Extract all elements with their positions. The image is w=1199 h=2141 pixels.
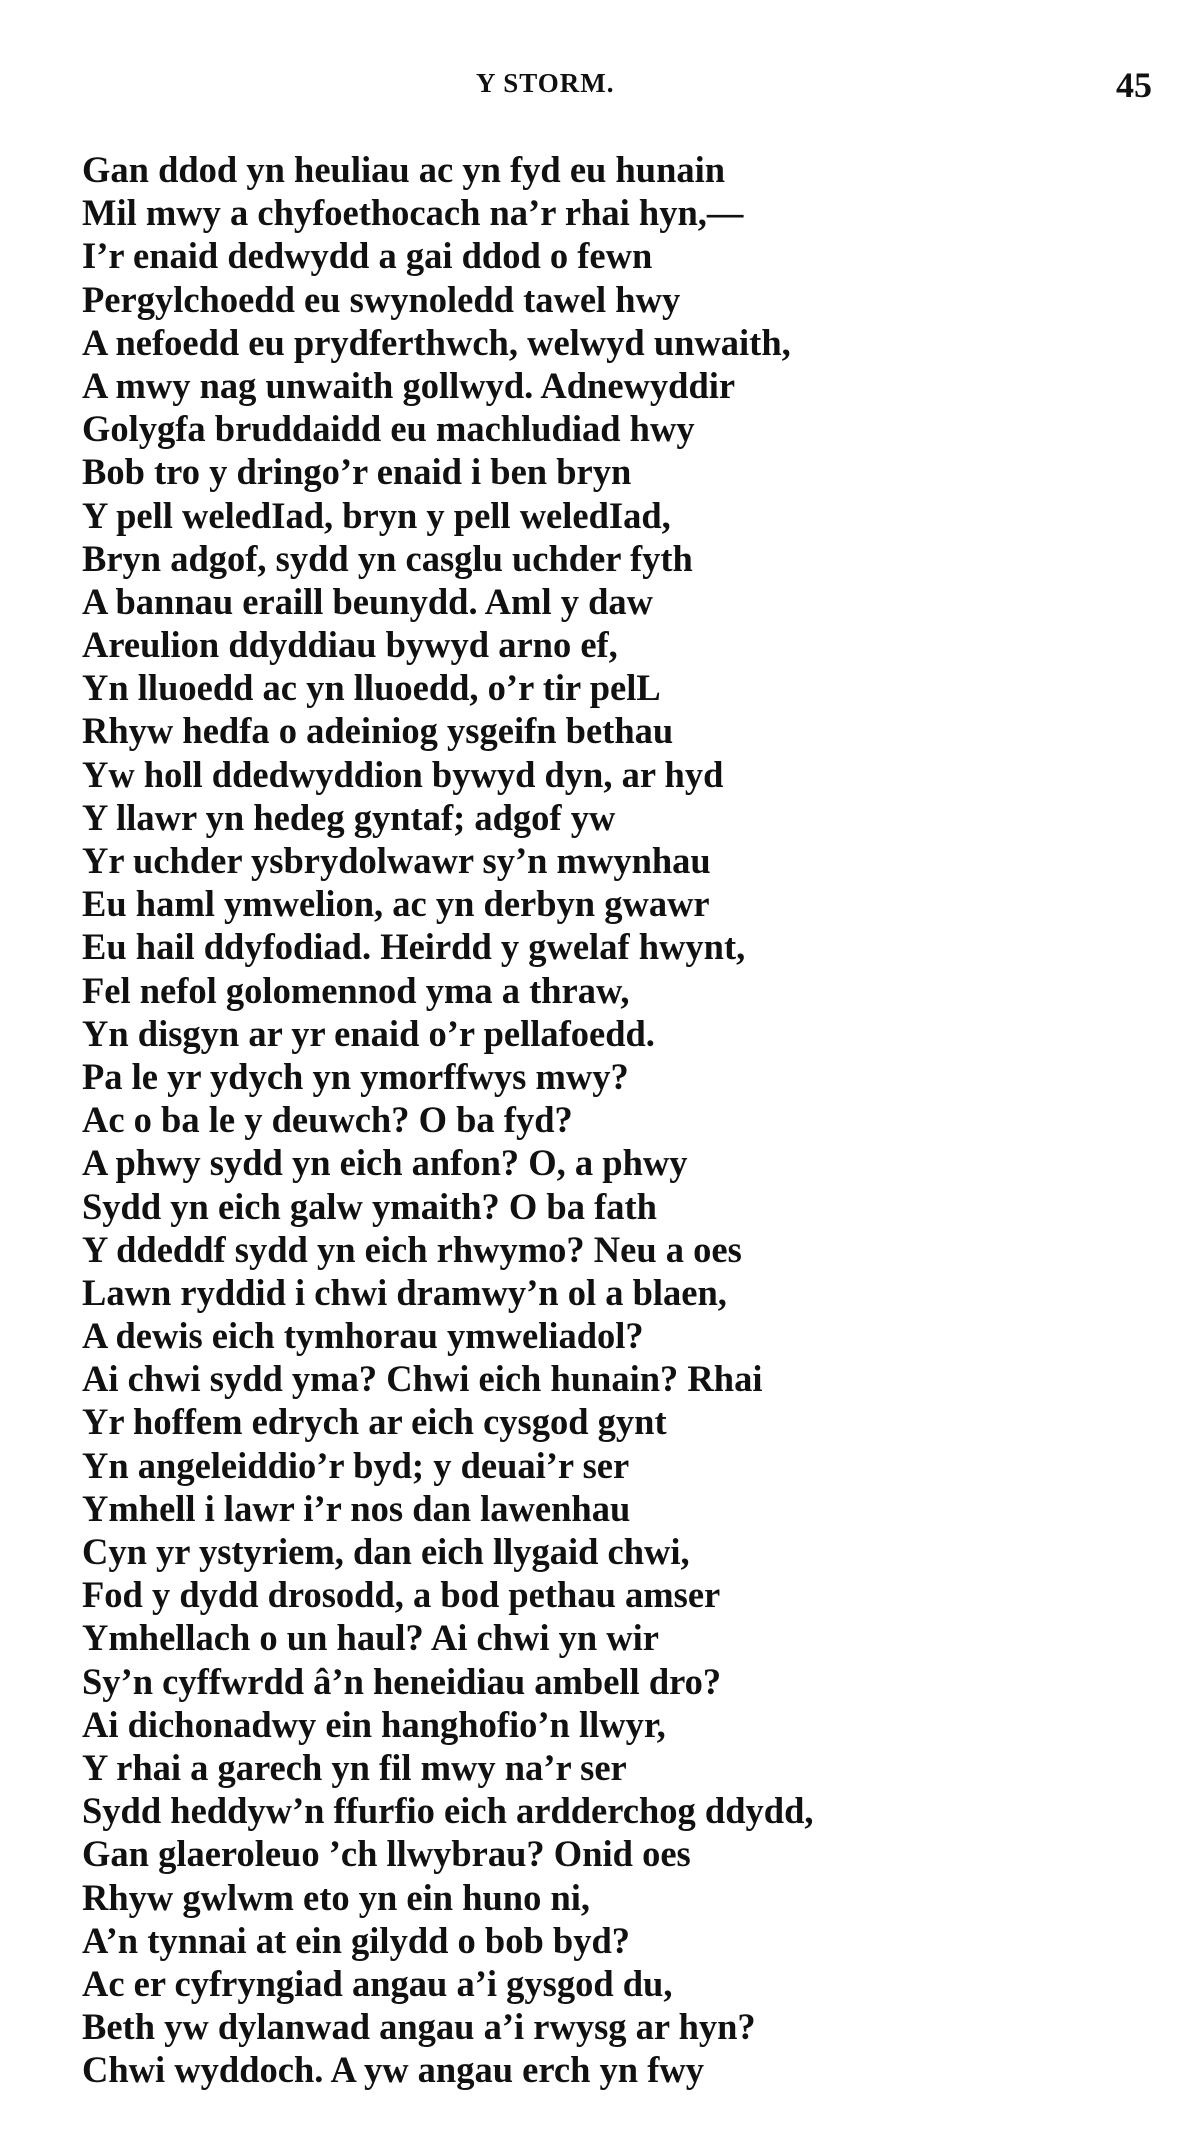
poem-line: Ymhell i lawr i’r nos dan lawenhau: [82, 1487, 631, 1529]
poem-line: Areulion ddyddiau bywyd arno ef,: [82, 624, 618, 666]
poem-line: Eu haml ymwelion, ac yn derbyn gwawr: [82, 883, 710, 925]
poem-line: Y rhai a garech yn fil mwy na’r ser: [82, 1746, 627, 1788]
poem-line: Bryn adgof, sydd yn casglu uchder fyth: [82, 537, 693, 579]
running-head: [0, 65, 1199, 108]
poem-line: Bob tro y dringo’r enaid i ben bryn: [82, 451, 632, 493]
poem-line: Gan ddod yn heuliau ac yn fyd eu hunain: [82, 149, 726, 190]
poem-line: Y llawr yn hedeg gyntaf; adgof yw: [82, 796, 616, 838]
poem-line: Pergylchoedd eu swynoledd tawel hwy: [82, 278, 681, 320]
poem-line: A mwy nag unwaith gollwyd. Adnewyddir: [82, 364, 736, 406]
poem-line: Sydd heddyw’n ffurfio eich ardderchog ddydd,: [82, 1790, 814, 1832]
poem-line: Yw holl ddedwyddion bywyd dyn, ar hyd: [82, 753, 724, 795]
poem-line: Yn lluoedd ac yn lluoedd, o’r tir pelL: [82, 667, 661, 709]
poem-line: Ai dichonadwy ein hanghofio’n llwyr,: [82, 1703, 666, 1745]
poem-line: Yr uchder ysbrydolwawr sy’n mwynhau: [82, 840, 711, 881]
poem-line: Yr hoffem edrych ar eich cysgod gynt: [82, 1401, 667, 1443]
poem-line: A nefoedd eu prydferthwch, welwyd unwaith,: [82, 321, 791, 363]
poem-line: Cyn yr ystyriem, dan eich llygaid chwi,: [82, 1531, 690, 1572]
poem-line: Chwi wyddoch. A yw angau erch yn fwy: [82, 2049, 704, 2091]
poem-line: Fel nefol golomennod yma a thraw,: [82, 969, 630, 1011]
poem-line: Lawn ryddid i chwi dramwy’n ol a blaen,: [82, 1271, 727, 1313]
poem-line: Ymhellach o un haul? Ai chwi yn wir: [82, 1617, 659, 1659]
poem-line: Ac o ba le y deuwch? O ba fyd?: [82, 1099, 573, 1141]
poem-line: A’n tynnai at ein gilydd o bob byd?: [82, 1919, 630, 1961]
poem-line: Pa le yr ydych yn ymorffwys mwy?: [82, 1055, 629, 1097]
poem-line: Sydd yn eich galw ymaith? O ba fath: [82, 1185, 657, 1227]
poem-line: Beth yw dylanwad angau a’i rwysg ar hyn?: [82, 2006, 756, 2048]
poem-line: Golygfa bruddaidd eu machludiad hwy: [82, 408, 695, 450]
page-number: 45: [1116, 65, 1152, 105]
poem-line: Rhyw gwlwm eto yn ein huno ni,: [82, 1876, 591, 1918]
poem-line: A bannau eraill beunydd. Aml y daw: [82, 580, 653, 622]
poem-line: Ai chwi sydd yma? Chwi eich hunain? Rhai: [82, 1358, 763, 1400]
poem-body: [82, 148, 1122, 2091]
poem-line: Y ddeddf sydd yn eich rhwymo? Neu a oes: [82, 1228, 742, 1270]
poem-line: Ac er cyfryngiad angau a’i gysgod du,: [82, 1962, 673, 2004]
poem-line: A phwy sydd yn eich anfon? O, a phwy: [82, 1142, 688, 1184]
poem-line: Yn angeleiddio’r byd; y deuai’r ser: [82, 1444, 630, 1486]
poem-line: Mil mwy a chyfoethocach na’r rhai hyn,—: [82, 192, 744, 234]
poem-line: Rhyw hedfa o adeiniog ysgeifn bethau: [82, 710, 674, 752]
poem-line: Y pell weledIad, bryn y pell weledIad,: [82, 494, 671, 536]
poem-line: A dewis eich tymhorau ymweliadol?: [82, 1315, 644, 1357]
running-title: Y STORM.: [476, 68, 615, 98]
poem-line: Yn disgyn ar yr enaid o’r pellafoedd.: [82, 1012, 655, 1054]
poem-line: Sy’n cyffwrdd â’n heneidiau ambell dro?: [82, 1660, 722, 1702]
poem-line: I’r enaid dedwydd a gai ddod o fewn: [82, 235, 653, 277]
poem-line: Eu hail ddyfodiad. Heirdd y gwelaf hwynt,: [82, 926, 746, 968]
poem-line: Gan glaeroleuo ’ch llwybrau? Onid oes: [82, 1833, 691, 1875]
poem-line: Fod y dydd drosodd, a bod pethau amser: [82, 1574, 721, 1616]
